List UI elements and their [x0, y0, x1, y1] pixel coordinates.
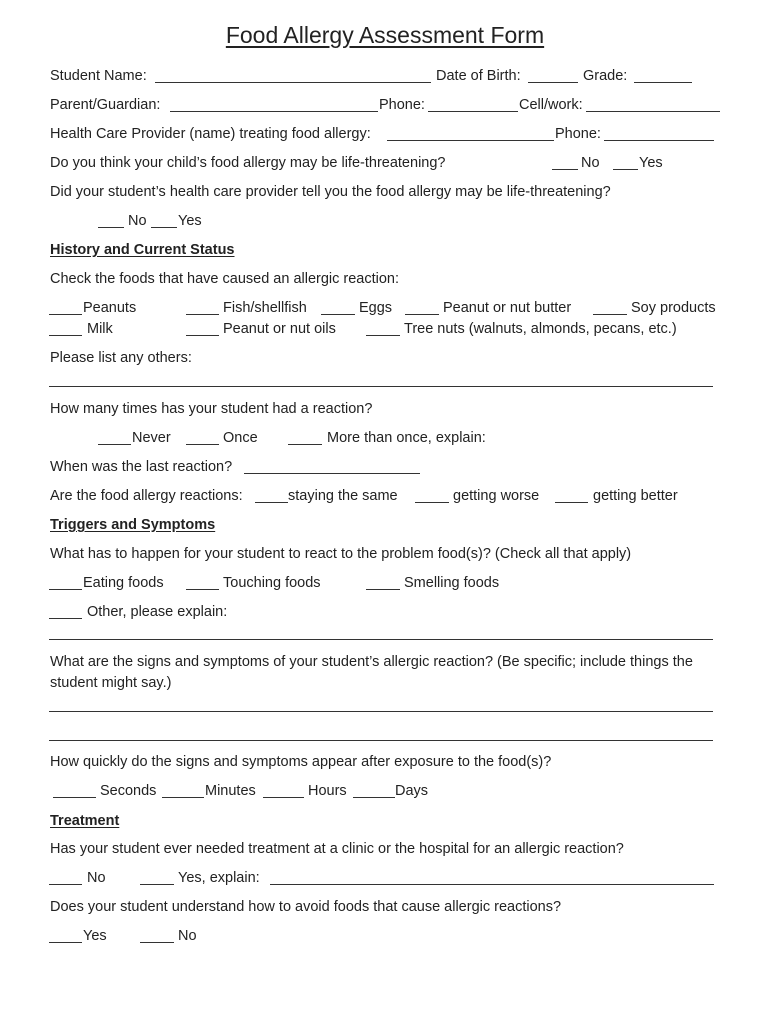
clinic-question: Has your student ever needed treatment at a clinic or the hospital for an allergic reaction?: [50, 841, 624, 857]
parent-field[interactable]: [170, 111, 378, 112]
last-reaction-label: When was the last reaction?: [50, 459, 233, 475]
provider-told-no-blank[interactable]: [98, 227, 124, 228]
student-name-field[interactable]: [155, 82, 431, 83]
speed-blank[interactable]: [162, 797, 204, 798]
avoid-question: Does your student understand how to avoid foods that cause allergic reactions?: [50, 899, 562, 915]
speed-question: How quickly do the signs and symptoms appear after exposure to the food(s)?: [50, 754, 552, 770]
avoid-yes-label: Yes: [83, 928, 107, 944]
life-threat-question: Do you think your child’s food allergy may be life-threatening?: [50, 155, 446, 171]
dob-field[interactable]: [528, 82, 578, 83]
avoid-no-blank[interactable]: [140, 942, 174, 943]
cell-label: Cell/work:: [519, 97, 583, 113]
trend-label: Are the food allergy reactions:: [50, 488, 243, 504]
speed-blank[interactable]: [353, 797, 395, 798]
trend-option: getting better: [593, 488, 678, 504]
speed-option: Days: [395, 783, 429, 799]
parent-phone-label: Phone:: [379, 97, 425, 113]
dob-label: Date of Birth:: [436, 68, 521, 84]
food-option: Peanut or nut butter: [443, 300, 572, 316]
food-blank[interactable]: [186, 335, 219, 336]
parent-label: Parent/Guardian:: [50, 97, 161, 113]
trigger-option: Smelling foods: [404, 575, 500, 591]
signs-question: What are the signs and symptoms of your student’s allergic reaction? (Be specific; include things the: [50, 654, 693, 670]
speed-blank[interactable]: [263, 797, 304, 798]
others-line[interactable]: [49, 386, 713, 387]
signs-line[interactable]: [49, 711, 713, 712]
avoid-no-label: No: [178, 928, 197, 944]
food-blank[interactable]: [49, 314, 82, 315]
life-threat-no-label: No: [581, 155, 600, 171]
trend-option: getting worse: [453, 488, 540, 504]
provider-label: Health Care Provider (name) treating food allergy:: [50, 126, 371, 142]
provider-told-yes-blank[interactable]: [151, 227, 177, 228]
signs-line[interactable]: [49, 740, 713, 741]
times-blank[interactable]: [288, 444, 322, 445]
food-option: Soy products: [631, 300, 716, 316]
food-blank[interactable]: [593, 314, 627, 315]
food-blank[interactable]: [49, 335, 82, 336]
food-blank[interactable]: [186, 314, 219, 315]
food-option: Peanuts: [83, 300, 137, 316]
check-foods-label: Check the foods that have caused an allergic reaction:: [50, 271, 400, 287]
cell-field[interactable]: [586, 111, 720, 112]
food-option: Eggs: [359, 300, 393, 316]
food-blank[interactable]: [366, 335, 400, 336]
times-blank[interactable]: [186, 444, 219, 445]
provider-field[interactable]: [387, 140, 554, 141]
times-question: How many times has your student had a reaction?: [50, 401, 373, 417]
provider-phone-field[interactable]: [604, 140, 714, 141]
trigger-blank[interactable]: [49, 589, 82, 590]
clinic-yes-label: Yes, explain:: [178, 870, 260, 886]
clinic-no-label: No: [87, 870, 106, 886]
student-name-label: Student Name:: [50, 68, 147, 84]
signs-question-cont: student might say.): [50, 675, 172, 691]
food-option: Peanut or nut oils: [223, 321, 336, 337]
grade-label: Grade:: [583, 68, 628, 84]
provider-told-yes-label: Yes: [178, 213, 202, 229]
avoid-yes-blank[interactable]: [49, 942, 82, 943]
speed-option: Hours: [308, 783, 347, 799]
trend-blank[interactable]: [555, 502, 588, 503]
food-option: Tree nuts (walnuts, almonds, pecans, etc.): [404, 321, 677, 337]
parent-phone-field[interactable]: [428, 111, 518, 112]
food-blank[interactable]: [405, 314, 439, 315]
life-threat-no-blank[interactable]: [552, 169, 578, 170]
trigger-blank[interactable]: [186, 589, 219, 590]
speed-option: Minutes: [205, 783, 256, 799]
life-threat-yes-blank[interactable]: [613, 169, 638, 170]
trend-blank[interactable]: [255, 502, 288, 503]
grade-field[interactable]: [634, 82, 692, 83]
triggers-heading: Triggers and Symptoms: [50, 517, 216, 533]
times-option: Once: [223, 430, 258, 446]
trigger-blank[interactable]: [366, 589, 400, 590]
food-blank[interactable]: [321, 314, 355, 315]
times-option: More than once, explain:: [327, 430, 486, 446]
speed-blank[interactable]: [53, 797, 96, 798]
provider-phone-label: Phone:: [555, 126, 601, 142]
trigger-other-line[interactable]: [49, 639, 713, 640]
triggers-question: What has to happen for your student to react to the problem food(s)? (Check all that apply): [50, 546, 632, 562]
others-label: Please list any others:: [50, 350, 192, 366]
trigger-other-blank[interactable]: [49, 618, 82, 619]
speed-option: Seconds: [100, 783, 157, 799]
life-threat-yes-label: Yes: [639, 155, 663, 171]
food-option: Milk: [87, 321, 113, 337]
trend-option: staying the same: [288, 488, 398, 504]
food-option: Fish/shellfish: [223, 300, 307, 316]
provider-told-no-label: No: [128, 213, 147, 229]
provider-told-question: Did your student’s health care provider tell you the food allergy may be life-threatening?: [50, 184, 611, 200]
form-title: Food Allergy Assessment Form: [225, 22, 545, 48]
clinic-yes-blank[interactable]: [140, 884, 174, 885]
last-reaction-field[interactable]: [244, 473, 420, 474]
trigger-option: Touching foods: [223, 575, 321, 591]
trend-blank[interactable]: [415, 502, 449, 503]
trigger-option: Eating foods: [83, 575, 164, 591]
history-heading: History and Current Status: [50, 242, 235, 258]
trigger-other-label: Other, please explain:: [87, 604, 228, 620]
clinic-explain-field[interactable]: [270, 884, 714, 885]
times-blank[interactable]: [98, 444, 131, 445]
clinic-no-blank[interactable]: [49, 884, 82, 885]
treatment-heading: Treatment: [50, 813, 120, 829]
times-option: Never: [132, 430, 171, 446]
